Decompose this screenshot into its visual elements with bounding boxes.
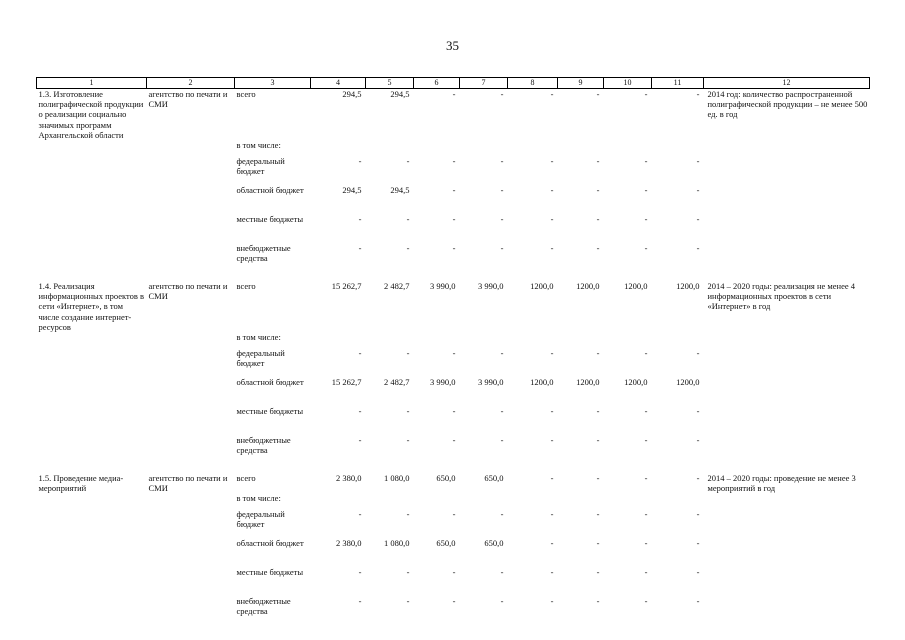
spacer-cell (37, 464, 870, 473)
value-cell: - (452, 596, 456, 607)
executor-cell (147, 185, 235, 214)
value-cell (652, 493, 704, 509)
value-cell: - (358, 509, 362, 520)
table-row (37, 140, 870, 156)
table-row (37, 332, 870, 348)
table-row (37, 281, 870, 332)
value-cell: - (644, 155, 648, 166)
value-cell: - (644, 89, 648, 99)
value-cell: 1200,0 (530, 376, 554, 387)
value-cell (558, 140, 604, 156)
value-cell: - (358, 405, 362, 416)
value-cell: 1 080,0 (384, 472, 410, 483)
table-row (37, 406, 870, 435)
result-cell: 2014 – 2020 годы: реализация не менее 4 информационных проектов в сети «Интернет» в год (707, 280, 856, 312)
source-cell: местные бюджеты (236, 213, 304, 224)
value-cell: 1200,0 (624, 376, 648, 387)
executor-cell (147, 406, 235, 435)
value-cell: - (550, 434, 554, 445)
measure-name-cell (37, 140, 147, 156)
executor-cell (147, 538, 235, 567)
value-cell: - (644, 538, 648, 549)
value-cell: - (406, 242, 410, 253)
value-cell: - (358, 347, 362, 358)
executor-cell (147, 348, 235, 377)
value-cell: - (644, 472, 648, 483)
value-cell: - (452, 567, 456, 578)
value-cell (604, 493, 652, 509)
value-cell: - (644, 213, 648, 224)
value-cell (460, 493, 508, 509)
value-cell: 15 262,7 (331, 280, 362, 291)
table-row (37, 377, 870, 406)
value-cell: - (452, 89, 456, 99)
value-cell: - (550, 213, 554, 224)
source-cell: внебюджетные средства (236, 242, 291, 264)
measure-name-cell (37, 596, 147, 625)
value-cell: 650,0 (484, 538, 504, 549)
value-cell: - (500, 596, 504, 607)
column-header: 8 (508, 78, 558, 89)
value-cell: - (596, 596, 600, 607)
value-cell: - (644, 347, 648, 358)
measure-name-cell (37, 538, 147, 567)
value-cell: - (596, 89, 600, 99)
column-header: 7 (460, 78, 508, 89)
executor-cell (147, 435, 235, 464)
measure-name-cell: 1.5. Проведение медиа-мероприятий (38, 472, 124, 494)
value-cell: 3 990,0 (430, 376, 456, 387)
value-cell: - (406, 596, 410, 607)
value-cell: - (358, 434, 362, 445)
value-cell: 15 262,7 (331, 376, 362, 387)
value-cell: - (500, 509, 504, 520)
value-cell: - (550, 405, 554, 416)
measure-name-cell: 1.3. Изготовление полиграфической продукции о реализации социально значимых программ Архангельской области (38, 89, 144, 140)
result-cell (704, 406, 870, 435)
value-cell: - (596, 347, 600, 358)
value-cell: - (596, 405, 600, 416)
value-cell: - (550, 596, 554, 607)
column-header: 11 (652, 78, 704, 89)
value-cell: - (696, 434, 700, 445)
value-cell: - (358, 242, 362, 253)
source-cell: федеральный бюджет (236, 347, 285, 369)
value-cell: - (406, 405, 410, 416)
value-cell: - (696, 347, 700, 358)
source-cell: в том числе: (236, 331, 281, 342)
value-cell: 650,0 (436, 472, 456, 483)
source-cell: внебюджетные средства (236, 596, 291, 617)
table-row (37, 493, 870, 509)
value-cell: - (406, 567, 410, 578)
funding-table (36, 77, 870, 625)
result-cell (704, 435, 870, 464)
value-cell: - (550, 472, 554, 483)
result-cell: 2014 – 2020 годы: проведение не менее 3 мероприятий в год (707, 472, 856, 494)
value-cell (366, 140, 414, 156)
source-cell: федеральный бюджет (236, 155, 285, 177)
value-cell: - (596, 155, 600, 166)
result-cell (704, 538, 870, 567)
value-cell: - (406, 509, 410, 520)
measure-name-cell (37, 214, 147, 243)
measure-name-cell (37, 156, 147, 185)
value-cell: - (500, 155, 504, 166)
value-cell (460, 332, 508, 348)
source-cell: местные бюджеты (236, 405, 304, 416)
value-cell: 650,0 (436, 538, 456, 549)
value-cell: - (550, 567, 554, 578)
value-cell: 294,5 (342, 89, 362, 99)
value-cell: 1 080,0 (384, 538, 410, 549)
value-cell: - (696, 538, 700, 549)
source-cell: областной бюджет (236, 538, 304, 549)
value-cell (311, 493, 366, 509)
value-cell: - (358, 155, 362, 166)
value-cell: 1200,0 (576, 280, 600, 291)
row-gap (37, 464, 870, 473)
value-cell: - (358, 567, 362, 578)
column-header: 3 (235, 78, 311, 89)
value-cell: - (696, 89, 700, 99)
value-cell: - (696, 509, 700, 520)
column-header: 2 (147, 78, 235, 89)
value-cell (460, 140, 508, 156)
table-row (37, 348, 870, 377)
value-cell: - (550, 155, 554, 166)
table-row (37, 156, 870, 185)
header-row (37, 78, 870, 89)
value-cell: - (696, 184, 700, 195)
result-cell: 2014 год: количество распространенной полиграфической продукции – не менее 500 ед. в год (707, 89, 868, 120)
value-cell: - (452, 184, 456, 195)
table-row (37, 243, 870, 272)
value-cell: 294,5 (390, 89, 410, 99)
value-cell: - (596, 434, 600, 445)
measure-name-cell (37, 435, 147, 464)
source-cell: в том числе: (236, 139, 281, 150)
value-cell: - (500, 213, 504, 224)
value-cell (652, 332, 704, 348)
value-cell: - (596, 509, 600, 520)
result-cell (704, 493, 870, 509)
value-cell (366, 332, 414, 348)
value-cell (508, 332, 558, 348)
source-cell: местные бюджеты (236, 567, 304, 578)
page-number: 35 (446, 38, 459, 53)
measure-name-cell (37, 406, 147, 435)
source-cell: всего (236, 472, 256, 483)
table-row (37, 473, 870, 493)
measure-name-cell (37, 509, 147, 538)
value-cell (652, 140, 704, 156)
value-cell: - (644, 509, 648, 520)
value-cell (311, 140, 366, 156)
executor-cell (147, 332, 235, 348)
value-cell: - (596, 242, 600, 253)
executor-cell (147, 214, 235, 243)
value-cell: 1200,0 (676, 280, 700, 291)
value-cell: - (500, 242, 504, 253)
value-cell: - (644, 434, 648, 445)
value-cell: - (452, 155, 456, 166)
value-cell: - (452, 213, 456, 224)
result-cell (704, 377, 870, 406)
table-row (37, 567, 870, 596)
value-cell (604, 332, 652, 348)
source-cell: в том числе: (236, 493, 281, 504)
measure-name-cell (37, 348, 147, 377)
value-cell: - (500, 347, 504, 358)
row-gap (37, 272, 870, 281)
result-cell (704, 596, 870, 625)
column-header: 6 (414, 78, 460, 89)
executor-cell (147, 156, 235, 185)
value-cell: - (406, 347, 410, 358)
measure-name-cell (37, 243, 147, 272)
value-cell: - (452, 242, 456, 253)
result-cell (704, 156, 870, 185)
value-cell (414, 140, 460, 156)
column-header: 4 (311, 78, 366, 89)
value-cell: - (500, 184, 504, 195)
value-cell: - (406, 434, 410, 445)
value-cell: - (596, 538, 600, 549)
value-cell: - (644, 184, 648, 195)
value-cell: - (696, 242, 700, 253)
value-cell: - (644, 567, 648, 578)
measure-name-cell (37, 567, 147, 596)
column-header: 10 (604, 78, 652, 89)
value-cell: - (550, 242, 554, 253)
value-cell (414, 332, 460, 348)
value-cell: - (696, 405, 700, 416)
source-cell: федеральный бюджет (236, 509, 285, 530)
value-cell: - (358, 213, 362, 224)
value-cell: 294,5 (390, 184, 410, 195)
value-cell: - (596, 184, 600, 195)
value-cell: 3 990,0 (478, 280, 504, 291)
executor-cell (147, 243, 235, 272)
value-cell: - (644, 242, 648, 253)
value-cell: 1200,0 (576, 376, 600, 387)
value-cell: - (406, 213, 410, 224)
result-cell (704, 348, 870, 377)
column-header: 9 (558, 78, 604, 89)
measure-name-cell (37, 185, 147, 214)
result-cell (704, 185, 870, 214)
measure-name-cell: 1.4. Реализация информационных проектов в сети «Интернет», в том числе создание интернет-ресурсов (38, 280, 145, 332)
value-cell: - (500, 567, 504, 578)
value-cell: - (696, 213, 700, 224)
value-cell (558, 493, 604, 509)
table-row (37, 214, 870, 243)
table-row (37, 185, 870, 214)
column-header: 1 (37, 78, 147, 89)
column-header: 12 (704, 78, 870, 89)
value-cell: - (596, 213, 600, 224)
value-cell (508, 493, 558, 509)
table-row (37, 509, 870, 538)
value-cell: - (644, 596, 648, 607)
value-cell: - (596, 472, 600, 483)
table-row (37, 596, 870, 625)
executor-cell: агентство по печати и СМИ (148, 280, 228, 302)
value-cell: - (500, 405, 504, 416)
value-cell: 1200,0 (676, 376, 700, 387)
source-cell: внебюджетные средства (236, 434, 291, 456)
value-cell (366, 493, 414, 509)
table-row (37, 89, 870, 140)
value-cell: - (550, 509, 554, 520)
value-cell: - (406, 155, 410, 166)
column-header: 5 (366, 78, 414, 89)
value-cell: 294,5 (342, 184, 362, 195)
executor-cell (147, 567, 235, 596)
value-cell: - (644, 405, 648, 416)
executor-cell (147, 140, 235, 156)
value-cell: 650,0 (484, 472, 504, 483)
table-row (37, 435, 870, 464)
result-cell (704, 567, 870, 596)
table-row (37, 538, 870, 567)
measure-name-cell (37, 377, 147, 406)
executor-cell (147, 509, 235, 538)
source-cell: областной бюджет (236, 184, 304, 195)
value-cell: 3 990,0 (430, 280, 456, 291)
measure-name-cell (37, 332, 147, 348)
source-cell: всего (236, 280, 256, 291)
value-cell: - (358, 596, 362, 607)
value-cell: 3 990,0 (478, 376, 504, 387)
result-cell (704, 332, 870, 348)
value-cell: - (550, 89, 554, 99)
executor-cell: агентство по печати и СМИ (148, 472, 228, 494)
value-cell: - (452, 405, 456, 416)
executor-cell (147, 377, 235, 406)
value-cell (414, 493, 460, 509)
value-cell: - (550, 538, 554, 549)
source-cell: всего (236, 89, 256, 99)
value-cell (311, 332, 366, 348)
value-cell: - (452, 509, 456, 520)
value-cell: - (696, 155, 700, 166)
value-cell: - (550, 184, 554, 195)
value-cell: - (596, 567, 600, 578)
executor-cell (147, 493, 235, 509)
value-cell: - (696, 472, 700, 483)
measure-name-cell (37, 493, 147, 509)
value-cell: - (696, 596, 700, 607)
result-cell (704, 214, 870, 243)
result-cell (704, 509, 870, 538)
value-cell: - (500, 89, 504, 99)
value-cell: - (452, 434, 456, 445)
value-cell: - (452, 347, 456, 358)
value-cell: 2 380,0 (336, 538, 362, 549)
spacer-cell (37, 272, 870, 281)
value-cell: 1200,0 (530, 280, 554, 291)
value-cell (558, 332, 604, 348)
value-cell: 1200,0 (624, 280, 648, 291)
executor-cell (147, 596, 235, 625)
executor-cell: агентство по печати и СМИ (148, 89, 228, 110)
value-cell (508, 140, 558, 156)
result-cell (704, 243, 870, 272)
value-cell: 2 380,0 (336, 472, 362, 483)
value-cell: - (500, 434, 504, 445)
result-cell (704, 140, 870, 156)
value-cell: 2 482,7 (384, 376, 410, 387)
value-cell: 2 482,7 (384, 280, 410, 291)
source-cell: областной бюджет (236, 376, 304, 387)
value-cell: - (696, 567, 700, 578)
value-cell: - (550, 347, 554, 358)
value-cell (604, 140, 652, 156)
